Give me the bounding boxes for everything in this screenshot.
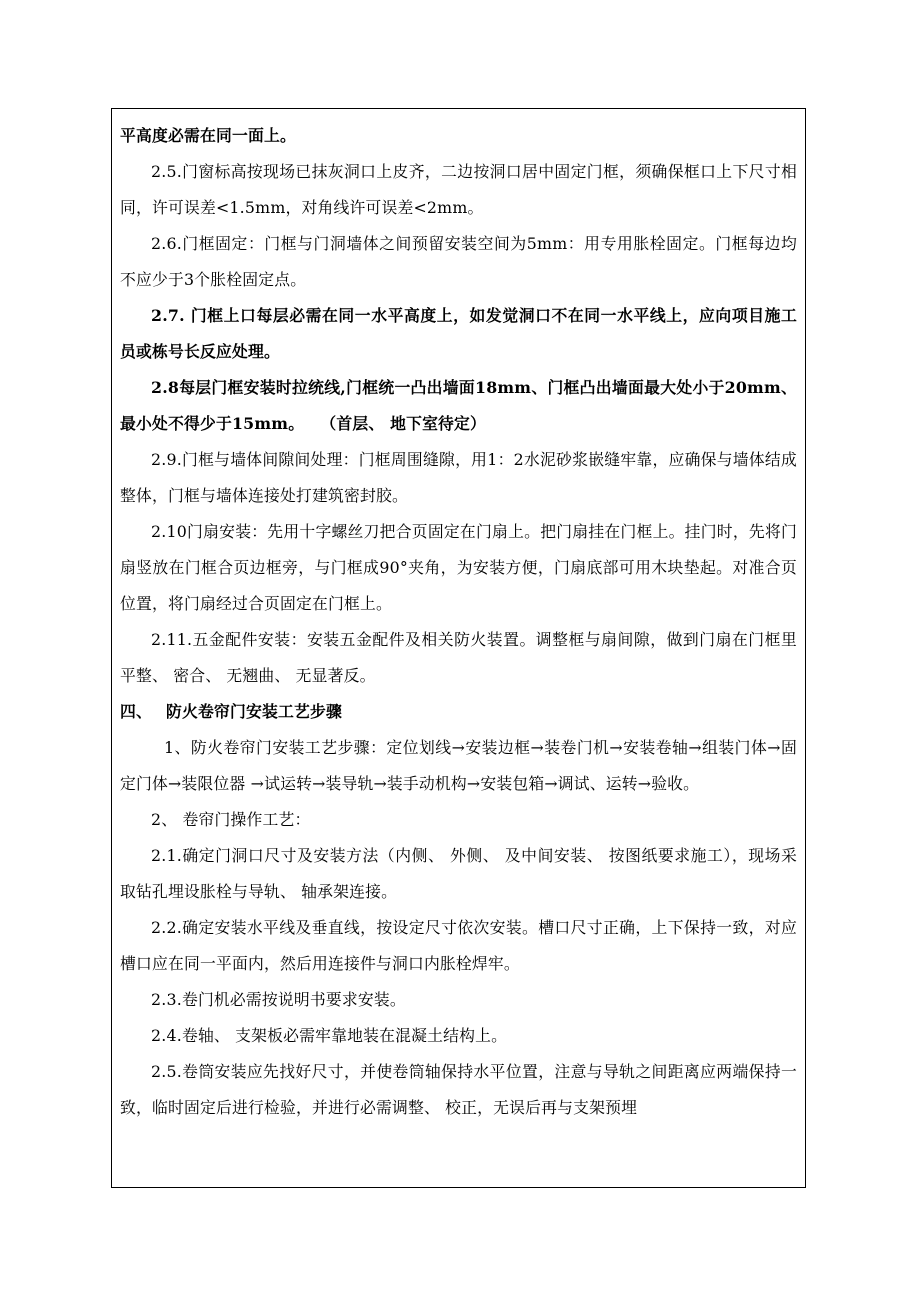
paragraph-continuation: 平高度必需在同一面上。 <box>120 126 296 145</box>
section-heading <box>120 694 797 730</box>
document-frame <box>111 108 806 1188</box>
paragraph-2-8: 2.8每层门框安装时拉统线,门框统一凸出墙面18mm、门框凸出墙面最大处小于20mm、 最小处不得少于15mm。 （首层、 地下室待定） <box>120 378 797 433</box>
paragraph-2-4: 2.4.卷轴、 支架板必需牢靠地装在混凝土结构上。 <box>151 1026 508 1045</box>
paragraph-2-7: 2.7. 门框上口每层必需在同一水平高度上，如发觉洞口不在同一水平线上，应向项目施工员或栋号长反应处理。 <box>120 306 797 361</box>
paragraph-step-2: 2、 卷帘门操作工艺： <box>151 810 311 829</box>
paragraph-2-6: 2.6.门框固定：门框与门洞墙体之间预留安装空间为5mm：用专用胀栓固定。门框每边均不应少于3个胀栓固定点。 <box>120 234 797 289</box>
paragraph-2-3: 2.3.卷门机必需按说明书要求安装。 <box>151 990 406 1009</box>
document-content <box>112 109 805 1126</box>
paragraph-2-1: 2.1.确定门洞口尺寸及安装方法（内侧、 外侧、 及中间安装、 按图纸要求施工），现场采取钻孔埋设胀栓与导轨、 轴承架连接。 <box>120 846 797 901</box>
paragraph-step-1: 1、防火卷帘门安装工艺步骤：定位划线→安装边框→装卷门机→安装卷轴→组装门体→固定门体→装限位器 →试运转→装导轨→装手动机构→安装包箱→调试、运转→验收。 <box>120 738 797 793</box>
paragraph-2-2: 2.2.确定安装水平线及垂直线，按设定尺寸依次安装。槽口尺寸正确，上下保持一致，对应槽口应在同一平面内，然后用连接件与洞口内胀栓焊牢。 <box>120 918 797 973</box>
paragraph-2-11: 2.11.五金配件安装：安装五金配件及相关防火装置。调整框与扇间隙，做到门扇在门框里平整、 密合、 无翘曲、 无显著反。 <box>120 630 797 685</box>
paragraph-2-5-b: 2.5.卷筒安装应先找好尺寸，并使卷筒轴保持水平位置，注意与导轨之间距离应两端保持一致，临时固定后进行检验，并进行必需调整、 校正，无误后再与支架预埋 <box>120 1062 797 1117</box>
section-number: 四、 <box>120 702 152 721</box>
paragraph-2-5: 2.5.门窗标高按现场已抹灰洞口上皮齐，二边按洞口居中固定门框，须确保框口上下尺寸相同，许可误差<1.5mm，对角线许可误差<2mm。 <box>120 162 797 217</box>
section-title: 防火卷帘门安装工艺步骤 <box>166 702 342 721</box>
paragraph-2-10: 2.10门扇安装：先用十字螺丝刀把合页固定在门扇上。把门扇挂在门框上。挂门时，先将门扇竖放在门框合页边框旁，与门框成90°夹角，为安装方便，门扇底部可用木块垫起。对准合页位置，将门扇经过合页固定在门框上。 <box>120 522 797 613</box>
paragraph-2-9: 2.9.门框与墙体间隙间处理：门框周围缝隙，用1：2水泥砂浆嵌缝牢靠，应确保与墙体结成整体，门框与墙体连接处打建筑密封胶。 <box>120 450 797 505</box>
